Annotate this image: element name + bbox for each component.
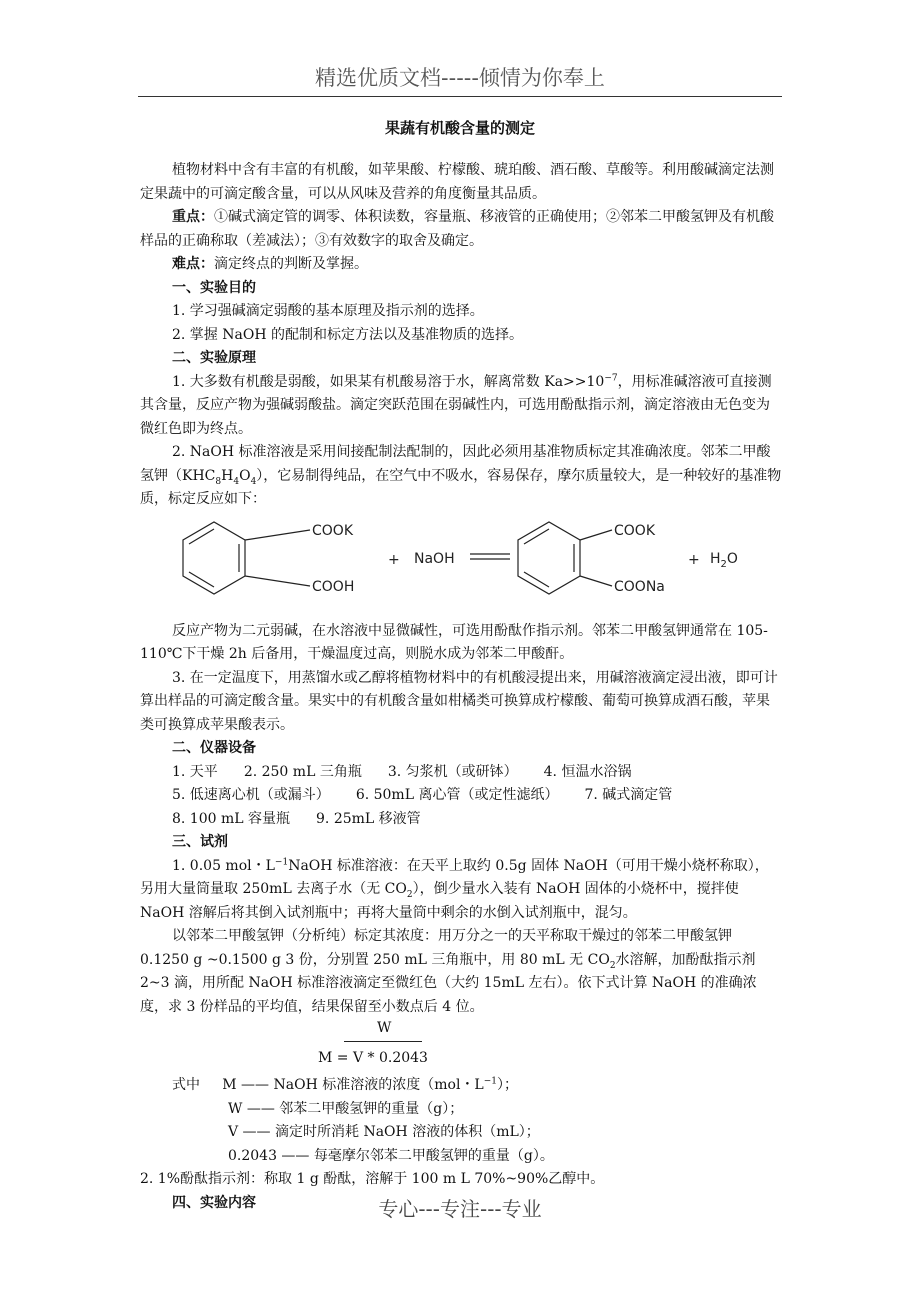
reactant-cooh-label: COOH (312, 578, 355, 595)
principle-1: 1. 大多数有机酸是弱酸，如果某有机酸易溶于水，解离常数 $Ka>>10^{-7}$，用标准碱溶液可直接测其含量，反应产物为强碱弱酸盐。滴定突跃范围在弱碱性内，可选用酚酞指示剂，滴定溶液由无色变为微红色即为终点。 (140, 372, 772, 437)
reactant-cook-label: COOK (312, 522, 353, 539)
principle-2: 2. NaOH 标准溶液是采用间接配制法配制的，因此必须用基准物质标定其准确浓度。邻苯二甲酸氢钾$(KHC_8H_4O_4)$，它易制得纯品，在空气中不吸水，容易保存，摩尔质量较大，是一种较好的基准物质，标定反应如下： (140, 444, 782, 507)
product-coona-label: COONa (614, 578, 665, 595)
formula-lhs-denominator: M = V * 0.2043 (318, 1050, 428, 1066)
aim-item: 2. 掌握 NaOH 的配制和标定方法以及基准物质的选择。 (172, 326, 523, 343)
reaction-diagram (140, 512, 782, 620)
aim-item: 1. 学习强碱滴定弱酸的基本原理及指示剂的选择。 (172, 303, 484, 319)
reagent-2: 2. 1%酚酞指示剂：称取 1 g 酚酞，溶解于 100 m L 70%~90%乙醇中。 (140, 1171, 605, 1187)
water-label: $H_2O$ (710, 550, 738, 570)
page-footer: 专心---专注---专业 (378, 1197, 542, 1221)
reagent-1: 1. 0.05 mol・$L^{-1}NaOH$ 标准溶液：在天平上取约 0.5g 固体 NaOH（可用干燥小烧杯称取），另用大量筒量取 250mL 去离子水（无 $CO_2$），倒少量水入装有 NaOH 固体的小烧杯中，搅拌使 NaOH 溶解后将其倒入试剂瓶中；再将大量筒中剩余的水倒入试剂瓶中，混匀。 (140, 856, 769, 921)
equipment-item: 8. 100 mL 容量瓶 (172, 810, 291, 827)
section-heading-content: 四、实验内容 (172, 1194, 256, 1211)
benzene-ring-reactant (183, 522, 245, 594)
variable-def: W —— 邻苯二甲酸氢钾的重量（g）； (228, 1100, 464, 1117)
equipment-list (140, 761, 782, 832)
equipment-item: 6. 50mL 离心管（或定性滤纸） (355, 787, 559, 803)
section-heading-principle: 二、实验原理 (172, 350, 256, 366)
section-heading-reagents: 三、试剂 (172, 834, 228, 850)
product-cook-label: COOK (614, 522, 655, 539)
intro-paragraph: 植物材料中含有丰富的有机酸，如苹果酸、柠檬酸、琥珀酸、酒石酸、草酸等。利用酸碱滴定法测定果蔬中的可滴定酸含量，可以从风味及营养的角度衡量其品质。 (140, 162, 774, 202)
equipment-item: 5. 低速离心机（或漏斗） (172, 787, 330, 803)
reaction-equation (140, 512, 782, 620)
section-heading-equipment: 二、仪器设备 (172, 740, 256, 756)
benzene-ring-product (518, 522, 580, 594)
diff-text: 滴定终点的判断及掌握。 (214, 256, 368, 272)
reagent-1-calibration: 以邻苯二甲酸氢钾（分析纯）标定其浓度：用万分之一的天平称取干燥过的邻苯二甲酸氢钾 0.1250 g ~0.1500 g 3 份，分别置 250 mL 三角瓶中，用 80 mL 无 $CO_2$水溶解，加酚酞指示剂 2~3 滴，用所配 NaOH 标准溶液滴定至微红色（大约 15mL 左右）。依下式计算 NaOH 的准确浓度，求 3 份样品的平均值，结果保留至小数点后 4 位。 (140, 928, 757, 1015)
section-heading-aim: 一、实验目的 (172, 279, 256, 296)
key-points (140, 206, 782, 253)
variable-def: 式中 M —— NaOH 标准溶液的浓度（mol・$L^{-1}$）； (172, 1076, 518, 1093)
page-header: 精选优质文档-----倾情为你奉上 (315, 66, 605, 90)
equipment-item: 2. 250 mL 三角瓶 (243, 763, 362, 780)
doc-body (140, 159, 782, 1215)
fraction-bar (344, 1041, 422, 1042)
key-text: ①碱式滴定管的调零、体积读数，容量瓶、移液管的正确使用；②邻苯二甲酸氢钾及有机酸样品的正确称取（差减法）；③有效数字的取舍及确定。 (140, 209, 774, 249)
diff-label: 难点： (172, 256, 214, 272)
plus-sign: + (388, 551, 400, 568)
doc-title: 果蔬有机酸含量的测定 (384, 119, 535, 137)
equipment-item: 4. 恒温水浴锅 (543, 763, 632, 780)
header-rule (138, 96, 782, 97)
equipment-item: 1. 天平 (172, 763, 218, 780)
plus-sign: + (688, 551, 700, 568)
variable-def: 0.2043 —— 每毫摩尔邻苯二甲酸氢钾的重量（g）。 (228, 1147, 554, 1164)
equipment-item: 3. 匀浆机（或研钵） (387, 763, 518, 780)
formula-numerator: W (377, 1020, 392, 1036)
variable-def: V —— 滴定时所消耗 NaOH 溶液的体积（mL）； (228, 1124, 540, 1140)
principle-3: 3. 在一定温度下，用蒸馏水或乙醇将植物材料中的有机酸浸提出来，用碱溶液滴定浸出液，即可计算出样品的可滴定酸含量。果实中的有机酸含量如柑橘类可换算成柠檬酸、葡萄可换算成酒石酸，苹果类可换算成苹果酸表示。 (140, 669, 778, 733)
concentration-formula (140, 1019, 782, 1074)
equipment-item: 9. 25mL 移液管 (316, 810, 421, 827)
naoh-label: NaOH (414, 550, 455, 567)
principle-2-continued: 反应产物为二元弱碱，在水溶液中显微碱性，可选用酚酞作指示剂。邻苯二甲酸氢钾通常在 105-110℃下干燥 2h 后备用，干燥温度过高，则脱水成为邻苯二甲酸酐。 (140, 622, 768, 662)
equipment-item: 7. 碱式滴定管 (584, 787, 673, 803)
difficulty (140, 253, 782, 277)
key-label: 重点： (172, 209, 214, 225)
